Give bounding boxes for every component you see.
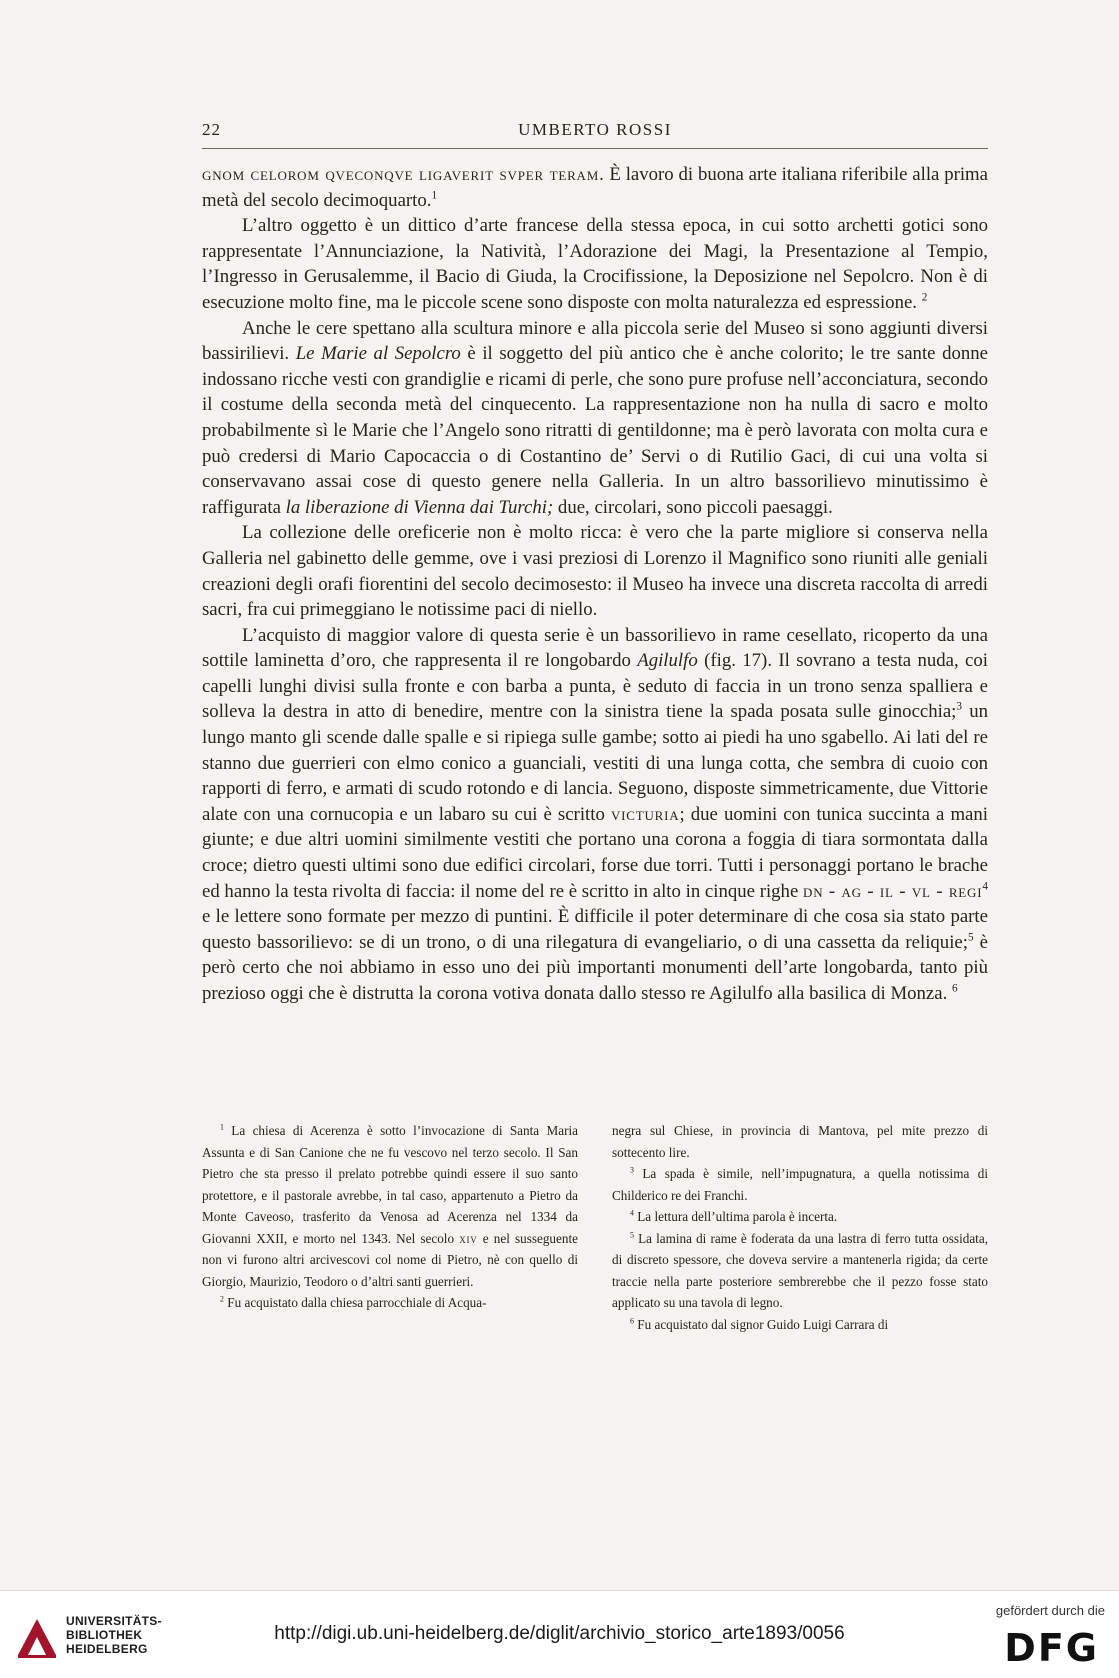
italic-title: la liberazione di Vienna dai Turchi; bbox=[285, 496, 554, 518]
dfg-logo[interactable]: DFG bbox=[1004, 1626, 1099, 1670]
inscription-text: gnom celorom qveconqve ligaverit svper teram. bbox=[202, 164, 605, 185]
paragraph-2: L’altro oggetto è un dittico d’arte francese della stessa epoca, in cui sotto archetti gotici sono rappresentate l’Annunciazione, la Natività, l’Adorazione dei Magi, la Presentazione al Tempio, l’Ingresso in Gerusalemme, il Bacio di Giuda, la Crocifissione, la Deposizione nel Sepolcro. Non è di esecuzione molto fine, ma le piccole scene sono disposte con molta naturalezza ed espressione. $^2$ bbox=[202, 215, 988, 313]
inscription-text: victuria bbox=[610, 803, 680, 825]
page-header bbox=[202, 120, 988, 142]
paragraph-3: Anche le cere spettano alla scultura minore e alla piccola serie del Museo si sono aggiunti diversi bassirilievi. Le Marie al Sepolcro è il soggetto del più antico che è anche colorito; le tre sante donne indossano ricche vesti con grandiglie e ricami di perle, che sono pure profuse nell’acconciatura, secondo il costume della seconda metà del cinquecento. La rappresentazione non ha nulla di sacro e molto probabilmente sì le Marie che l’Angelo sono ritratti di gentildonne; ma è però lavorata con molta cura e può credersi di Mario Capocaccia o di Costantino de’ Servi o di Rutilio Gaci, di cui una volta si conservavano assai cose di questo genere nella Galleria. In un altro bassorilievo minutissimo è raffigurata la liberazione di Vienna dai Turchi; due, circolari, sono piccoli paesaggi. bbox=[202, 317, 988, 518]
footnote-2: $^2$ Fu acquistato dalla chiesa parrocchiale di Acqua- bbox=[220, 1294, 487, 1310]
permalink-url[interactable]: http://digi.ub.uni-heidelberg.de/diglit/archivio_storico_arte1893/0056 bbox=[274, 1623, 845, 1644]
footnote-3: $^3$ La spada è simile, nell’impugnatura, a quella notissima di Childerico re dei Franchi. bbox=[612, 1165, 988, 1203]
footnote-ref-2: 2 bbox=[921, 291, 928, 304]
italic-name: Agilulfo bbox=[637, 650, 698, 672]
footnote-4: $^4$ La lettura dell’ultima parola è incerta. bbox=[630, 1208, 838, 1224]
header-rule bbox=[202, 148, 988, 149]
footnote-1: $^1$ La chiesa di Acerenza è sotto l’invocazione di Santa Maria Assunta e di San Canione che ne fu vescovo nel terzo secolo. Il San Pietro che sta presso il prelato potrebbe quindi essere il suo santo protettore, e il pastorale avrebbe, in tal caso, appartenuto a Pietro da Monte Caveoso, trasferito da Venosa ad Acerenza nel 1334 da Giovanni XXII, e morto nel 1343. Nel secolo xiv e nel susseguente non vi furono altri arcivescovi col nome di Pietro, nè con quello di Giorgio, Maurizio, Teodoro o d’altri santi guerrieri. bbox=[202, 1122, 578, 1289]
italic-title: Le Marie al Sepolcro bbox=[295, 343, 461, 365]
university-library-name[interactable]: UNIVERSITÄTS- BIBLIOTHEK HEIDELBERG bbox=[66, 1614, 162, 1656]
footnote-6: $^6$ Fu acquistato dal signor Guido Luigi Carrara di bbox=[630, 1316, 889, 1332]
footnote-ref-4: 4 bbox=[982, 880, 988, 893]
paragraph-1: gnom celorom qveconqve ligaverit svper teram. È lavoro di buona arte italiana riferibile alla prima metà del secolo decimoquarto.$^1$ bbox=[202, 164, 989, 211]
page-number: 22 bbox=[202, 120, 221, 139]
footnote-ref-3: 3 bbox=[956, 701, 963, 714]
footnotes-left-column bbox=[202, 1120, 578, 1314]
footer-bar bbox=[0, 1590, 1119, 1678]
body-text bbox=[202, 162, 988, 1007]
footnote-ref-5: 5 bbox=[967, 931, 974, 944]
paragraph-5: L’acquisto di maggior valore di questa serie è un bassorilievo in rame cesellato, ricoperto da una sottile laminetta d’oro, che rappresenta il re longobardo Agilulfo (fig. 17). Il sovrano a testa nuda, coi capelli lunghi divisi sulla fronte e con barba a punta, è seduto di faccia in un trono senza spalliera e solleva la destra in atto di benedire, mentre con la sinistra tiene la spada posata sulle ginocchia;$^3$ un lungo manto gli scende dalle spalle e si ripiega sulle gambe; sotto ai piedi ha uno sgabello. Ai lati del re stanno due guerrieri con elmo conico a guanciali, vestiti di una lunga cotta, che sembra di cuoio con rapporti di ferro, e armati di scudo rotondo e di lancia. Seguono, disposte simmetricamente, due Vittorie alate con una cornucopia e un labaro su cui è scritto victuria; due uomini con tunica succinta a mani giunte; e due altri uomini similmente vestiti che portano una corona a foggia di tiara sormontata dalla croce; dietro questi ultimi sono due edifici circolari, forse due torri. Tutti i personaggi portano le brache ed hanno la testa rivolta di faccia: il nome del re è scritto in alto in cinque righe dn - ag - il - vl - regi$^4$ e le lettere sono formate per mezzo di puntini. È difficile il poter determinare di che cosa sia stato parte questo bassorilievo: se di un trono, o di una rilegatura di evangeliario, o di una cassetta da reliquie;$^5$ è però certo che noi abbiamo in esso uno dei più importanti monumenti dell’arte longobarda, tanto più prezioso oggi che è distrutta la corona votiva donata dallo stesso re Agilulfo alla basilica di Monza. $^6$ bbox=[202, 624, 988, 1004]
inscription-text: dn - ag - il - vl - regi bbox=[803, 880, 983, 902]
running-head: UMBERTO ROSSI bbox=[518, 120, 672, 139]
footnote-2-continued: negra sul Chiese, in provincia di Mantova, pel mite prezzo di sottecento lire. bbox=[612, 1123, 988, 1160]
footnotes-right-column bbox=[612, 1120, 988, 1335]
dfg-caption: gefördert durch die bbox=[995, 1603, 1105, 1618]
footnote-ref-1: 1 bbox=[431, 189, 438, 202]
paragraph-4: La collezione delle oreficerie non è molto ricca: è vero che la parte migliore si conserva nella Galleria nel gabinetto delle gemme, ove i vasi preziosi di Lorenzo il Magnifico sono riuniti alle geniali creazioni degli orafi fiorentini del secolo decimosesto: il Museo ha invece una discreta raccolta di arredi sacri, fra cui primeggiano le notissime paci di niello. bbox=[202, 522, 988, 621]
footnote-ref-6: 6 bbox=[952, 982, 958, 995]
footnote-5: $^5$ La lamina di rame è foderata da una lastra di ferro tutta ossidata, di discreto spessore, che doveva servire a mantenerla rigida; da certe traccie nella parte posteriore sembrerebbe che il pezzo fosse stato applicato su una tavola di legno. bbox=[612, 1230, 988, 1310]
